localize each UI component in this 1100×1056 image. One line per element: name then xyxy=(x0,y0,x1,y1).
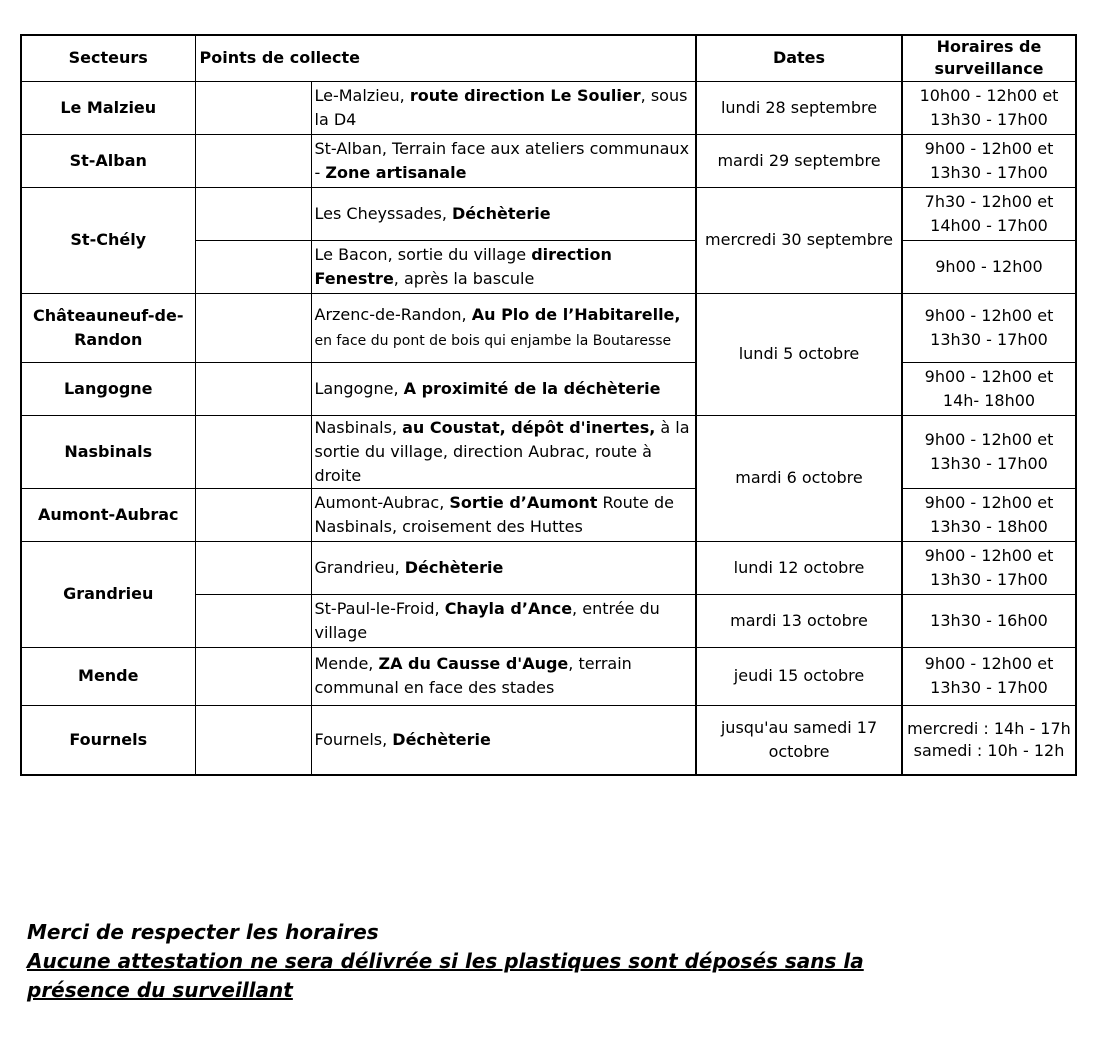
hours-cell: 10h00 - 12h00 et 13h30 - 17h00 xyxy=(902,81,1076,134)
point-pre: sortie du village xyxy=(397,244,532,264)
place-name: Aumont-Aubrac xyxy=(314,492,440,512)
point-bold: Déchèterie xyxy=(404,557,504,577)
header-points: Points de collecte xyxy=(195,35,696,81)
place-name: Nasbinals xyxy=(314,417,392,437)
date-cell: mercredi 30 septembre xyxy=(696,187,902,293)
hours-cell: 9h00 - 12h00 xyxy=(902,240,1076,293)
point-cell xyxy=(311,240,696,293)
hours-cell: 9h00 - 12h00 et 14h- 18h00 xyxy=(902,362,1076,415)
point-bold: Zone artisanale xyxy=(325,162,467,182)
date-cell: lundi 12 octobre xyxy=(696,541,902,594)
point-cell xyxy=(311,594,696,647)
table-row xyxy=(21,187,1076,240)
blank-cell xyxy=(195,187,311,240)
separator: , xyxy=(461,304,472,324)
date-cell: mardi 29 septembre xyxy=(696,134,902,187)
point-cell xyxy=(311,647,696,705)
table-row xyxy=(21,134,1076,187)
blank-cell xyxy=(195,362,311,415)
date-cell: jusqu'au samedi 17 octobre xyxy=(696,705,902,775)
header-hours: Horaires de surveillance xyxy=(902,35,1076,81)
table-row xyxy=(21,81,1076,134)
point-cell xyxy=(311,362,696,415)
point-cell xyxy=(311,488,696,541)
separator: , xyxy=(368,654,379,673)
place-name: St-Paul-le-Froid xyxy=(314,598,435,618)
separator: , xyxy=(393,378,404,398)
sector-cell: Le Malzieu xyxy=(21,81,195,134)
hours-cell: 9h00 - 12h00 et 13h30 - 17h00 xyxy=(902,541,1076,594)
point-rest: Route de Nasbinals, croisement des Huttes xyxy=(314,492,674,536)
blank-cell xyxy=(195,240,311,293)
point-bold: Déchèterie xyxy=(452,203,551,223)
table-row xyxy=(21,647,1076,705)
sector-cell: Aumont-Aubrac xyxy=(21,488,195,541)
place-name: Grandrieu xyxy=(314,557,395,577)
point-rest: , entrée du village xyxy=(314,598,660,642)
separator: , xyxy=(399,85,410,105)
hours-cell: 9h00 - 12h00 et 13h30 - 18h00 xyxy=(902,488,1076,541)
separator: , xyxy=(387,244,398,264)
date-cell: mardi 6 octobre xyxy=(696,415,902,541)
place-name: Le Bacon xyxy=(314,244,388,264)
table-row xyxy=(21,293,1076,362)
point-bold: Sortie d’Aumont xyxy=(449,492,598,512)
place-name: Langogne xyxy=(314,378,394,398)
blank-cell xyxy=(195,293,311,362)
point-cell xyxy=(311,187,696,240)
blank-cell xyxy=(195,134,311,187)
separator: , xyxy=(381,138,393,158)
point-bold: A proximité de la déchèterie xyxy=(403,378,661,398)
blank-cell xyxy=(195,488,311,541)
hours-cell: mercredi : 14h - 17h samedi : 10h - 12h xyxy=(902,705,1076,775)
separator: , xyxy=(394,557,405,577)
point-rest: , terrain communal en face des stades xyxy=(314,654,632,697)
point-cell xyxy=(311,705,696,775)
blank-cell xyxy=(195,541,311,594)
sector-cell: Mende xyxy=(21,647,195,705)
notes-respect-hours: Merci de respecter les horaires xyxy=(27,920,379,944)
hours-cell: 9h00 - 12h00 et 13h30 - 17h00 xyxy=(902,134,1076,187)
separator: , xyxy=(441,203,453,223)
place-name: Arzenc-de-Randon xyxy=(314,304,462,324)
collection-schedule-table xyxy=(20,34,1077,776)
point-bold: route direction Le Soulier xyxy=(409,85,641,105)
sector-cell: Châteauneuf-de-Randon xyxy=(21,293,195,362)
point-cell xyxy=(311,293,696,362)
notes-block xyxy=(27,918,927,1005)
point-cell xyxy=(311,81,696,134)
point-bold: au Coustat, dépôt d'inertes, xyxy=(402,417,656,437)
sector-cell: St-Alban xyxy=(21,134,195,187)
point-pre: Terrain face aux ateliers communaux - xyxy=(314,138,690,182)
hours-cell: 7h30 - 12h00 et 14h00 - 17h00 xyxy=(902,187,1076,240)
table-row xyxy=(21,415,1076,488)
point-rest: , après la bascule xyxy=(393,268,535,288)
blank-cell xyxy=(195,705,311,775)
point-cell xyxy=(311,415,696,488)
date-cell: lundi 28 septembre xyxy=(696,81,902,134)
hours-cell: 9h00 - 12h00 et 13h30 - 17h00 xyxy=(902,293,1076,362)
table-row xyxy=(21,705,1076,775)
point-rest: à la sortie du village, direction Aubrac, route à droite xyxy=(314,417,690,485)
hours-cell: 9h00 - 12h00 et 13h30 - 17h00 xyxy=(902,647,1076,705)
point-bold: direction Fenestre xyxy=(314,244,612,288)
sector-cell: Nasbinals xyxy=(21,415,195,488)
table-row xyxy=(21,488,1076,541)
separator: , xyxy=(382,729,393,749)
notes-attestation-warning: Aucune attestation ne sera délivrée si les plastiques sont déposés sans la présence du surveillant xyxy=(27,949,864,1002)
point-rest: , sous la D4 xyxy=(314,85,688,129)
blank-cell xyxy=(195,594,311,647)
point-cell xyxy=(311,541,696,594)
sector-cell: Grandrieu xyxy=(21,541,195,647)
hours-cell: 13h30 - 16h00 xyxy=(902,594,1076,647)
point-cell xyxy=(311,134,696,187)
table-row xyxy=(21,362,1076,415)
date-cell: mardi 13 octobre xyxy=(696,594,902,647)
place-name: Fournels xyxy=(314,729,383,749)
point-bold: Chayla d’Ance xyxy=(444,598,573,618)
place-name: Le-Malzieu xyxy=(314,85,400,105)
place-name: Les Cheyssades xyxy=(314,203,442,223)
blank-cell xyxy=(195,647,311,705)
point-bold: Au Plo de l’Habitarelle, xyxy=(471,304,681,324)
blank-cell xyxy=(195,81,311,134)
sector-cell: St-Chély xyxy=(21,187,195,293)
sector-cell: Fournels xyxy=(21,705,195,775)
hours-cell: 9h00 - 12h00 et 13h30 - 17h00 xyxy=(902,415,1076,488)
place-name: St-Alban xyxy=(314,138,382,158)
point-bold: Déchèterie xyxy=(392,729,491,749)
place-name: Mende xyxy=(314,654,369,673)
separator: , xyxy=(439,492,450,512)
table-header-row xyxy=(21,35,1076,81)
sector-cell: Langogne xyxy=(21,362,195,415)
date-cell: lundi 5 octobre xyxy=(696,293,902,415)
point-bold: ZA du Causse d'Auge xyxy=(378,654,569,673)
header-sectors: Secteurs xyxy=(21,35,195,81)
header-dates: Dates xyxy=(696,35,902,81)
separator: , xyxy=(391,417,403,437)
point-rest: en face du pont de bois qui enjambe la Boutaresse xyxy=(314,332,672,349)
blank-cell xyxy=(195,415,311,488)
table-row xyxy=(21,541,1076,594)
separator: , xyxy=(434,598,445,618)
date-cell: jeudi 15 octobre xyxy=(696,647,902,705)
